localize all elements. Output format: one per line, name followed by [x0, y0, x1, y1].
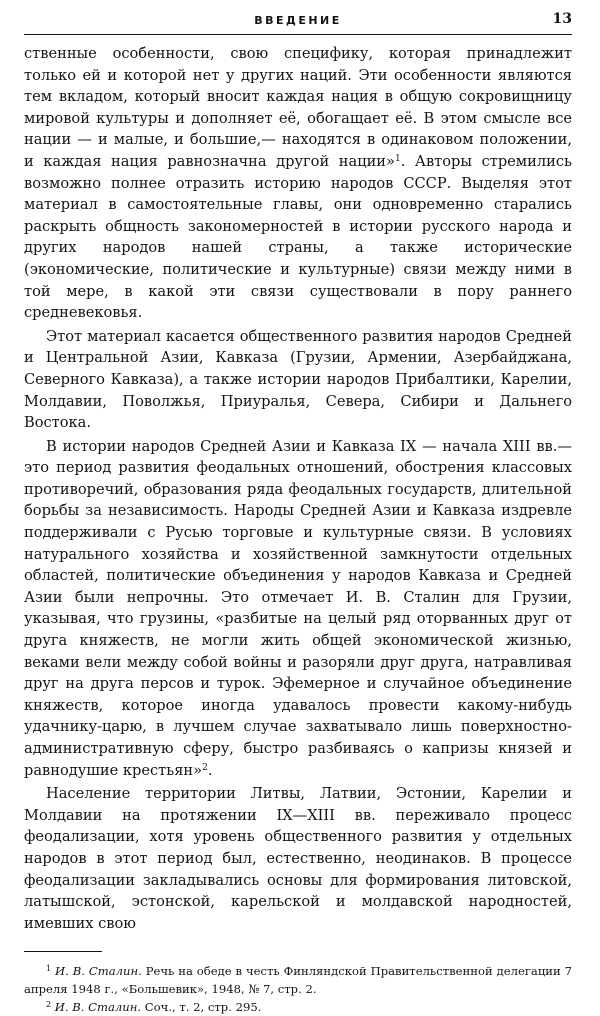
footnote-2	[24, 998, 572, 1016]
footnote-1	[24, 962, 572, 998]
footnote-text: Соч., т. 2, стр. 295.	[144, 1000, 262, 1015]
footnote-number: 1	[46, 964, 52, 974]
paragraph-4-text: Население территории Литвы, Латвии, Эстонии, Карелии и Молдавии на протяжении IX—XIII вв. переживало процесс феодализации, хотя уровень общественного развития у отдельных народов в этот период был, естественно, неодинаков. В процессе феодализации закладывались основы для формирования литовской, латышской, эстонской, карельской и молдавской народностей, имевших свою	[24, 785, 572, 932]
footnotes	[24, 962, 572, 1016]
paragraph-3	[24, 436, 572, 782]
book-page	[24, 10, 572, 1016]
footnote-rule	[24, 951, 102, 952]
footnote-number: 2	[46, 1000, 52, 1010]
running-head	[24, 10, 572, 32]
running-title: ВВЕДЕНИЕ	[254, 14, 342, 27]
body-text	[24, 43, 572, 934]
paragraph-3-tail: .	[207, 761, 213, 779]
footnote-author: И. В. Сталин.	[54, 1000, 142, 1015]
header-rule	[24, 34, 572, 35]
paragraph-1-tail: . Авторы стремились возможно полнее отразить историю народов СССР. Выделяя этот материал в самостоятельные главы, они одновременно старались раскрыть общность закономерностей в истории русского народа и других народов нашей страны, а также исторические (экономические, политические и культурные) связи между ними в той мере, в какой эти связи существовали в пору раннего средневековья.	[24, 152, 572, 322]
footnote-author: И. В. Сталин.	[55, 964, 142, 979]
paragraph-1-text: ственные особенности, свою специфику, которая принадлежит только ей и которой нет у других наций. Эти особенности являются тем вкладом, который вносит каждая нация в общую сокровищницу мировой культуры и дополняет её, обогащает её. В этом смысле все нации — и малые, и большие,— находятся в одинаковом положении, и каждая нация равнозначна другой нации»	[24, 45, 572, 170]
footnote-text: Речь на обеде в честь Финляндской Правительственной делегации 7 апреля 1948 г., «Большевик», 1948, № 7, стр. 2.	[24, 964, 573, 997]
paragraph-2-text: Этот материал касается общественного развития народов Средней и Центральной Азии, Кавказа (Грузии, Армении, Азербайджана, Северного Кавказа), а также истории народов Прибалтики, Карелии, Молдавии, Поволжья, Приуралья, Севера, Сибири и Дальнего Востока.	[24, 327, 572, 432]
paragraph-2	[24, 326, 572, 434]
paragraph-3-text: В истории народов Средней Азии и Кавказа IX — начала XIII вв.— это период развития феодальных отношений, обострения классовых противоречий, образования ряда феодальных государств, длительной борьбы за независимость. Народы Средней Азии и Кавказа издревле поддерживали с Русью торговые и культурные связи. В условиях натурального хозяйства и хозяйственной замкнутости отдельных областей, политические объединения у народов Кавказа и Средней Азии были непрочны. Это отмечает И. В. Сталин для Грузии, указывая, что грузины, «разбитые на целый ряд оторванных друг от друга княжеств, не могли жить общей экономической жизнью, веками вели между собой войны и разоряли друг друга, натравливая друг на друга персов и турок. Эфемерное и случайное объединение княжеств, которое иногда удавалось провести какому-нибудь удачнику-царю, в лучшем случае захватывало лишь поверхностно-административную сферу, быстро разбиваясь о капризы князей и равнодушие крестьян»	[24, 437, 572, 779]
footnote-ref-1: 1	[394, 153, 401, 164]
paragraph-4	[24, 783, 572, 934]
footnote-ref-2: 2	[202, 762, 208, 773]
paragraph-1	[24, 43, 572, 324]
page-number: 13	[552, 11, 572, 27]
